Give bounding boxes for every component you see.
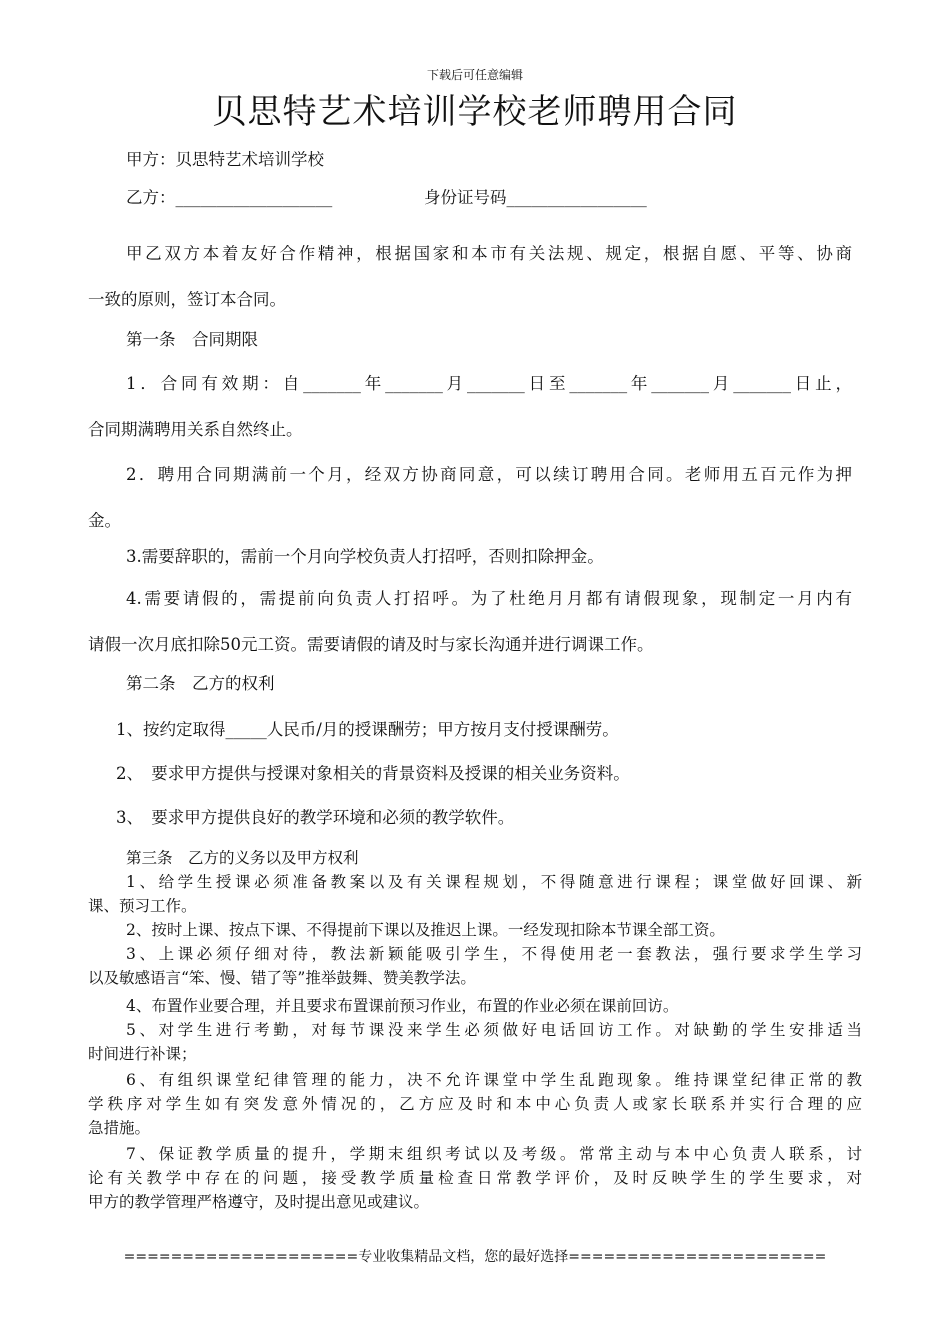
intro-line-1: 甲乙双方本着友好合作精神，根据国家和本市有关法规、规定，根据自愿、平等、协商 <box>126 244 852 263</box>
article3-line: 2、按时上课、按点下课、不得提前下课以及推迟上课。一经发现扣除本节课全部工资。 <box>126 921 725 939</box>
article2-item2: 2、 要求甲方提供与授课对象相关的背景资料及授课的相关业务资料。 <box>116 764 630 783</box>
article2-item1: 1、按约定取得_____人民币/月的授课酬劳；甲方按月支付授课酬劳。 <box>116 720 619 739</box>
article3-line: 论有关教学中存在的问题，接受教学质量检查日常教学评价，及时反映学生的学生要求，对 <box>88 1169 862 1187</box>
article3-line: 时间进行补课； <box>88 1045 197 1063</box>
article3-line: 4、布置作业要合理，并且要求布置课前预习作业，布置的作业必须在课前回访。 <box>126 997 679 1015</box>
article1-heading: 第一条 合同期限 <box>126 330 258 349</box>
article3-line: 3、上课必须仔细对待，教法新颖能吸引学生，不得使用老一套教法，强行要求学生学习 <box>126 945 862 963</box>
header-note: 下载后可任意编辑 <box>426 68 523 82</box>
article2-heading: 第二条 乙方的权利 <box>126 674 275 693</box>
id-number: 身份证号码_________________ <box>424 188 647 207</box>
article3-heading: 第三条 乙方的义务以及甲方权利 <box>126 849 359 867</box>
article3-line: 以及敏感语言“笨、慢、错了等”推举鼓舞、赞美教学法。 <box>88 969 476 987</box>
article3-line: 学秩序对学生如有突发意外情况的，乙方应及时和本中心负责人或家长联系并实行合理的应 <box>88 1095 862 1113</box>
article1-item4-line2: 请假一次月底扣除50元工资。需要请假的请及时与家长沟通并进行调课工作。 <box>88 635 654 654</box>
article3-line: 甲方的教学管理严格遵守，及时提出意见或建议。 <box>88 1193 430 1211</box>
article3-line: 急措施。 <box>88 1119 151 1137</box>
article3-line: 6、有组织课堂纪律管理的能力，决不允许课堂中学生乱跑现象。维持课堂纪律正常的教 <box>126 1071 862 1089</box>
footer-banner: ====================专业收集精品文档，您的最好选择====================== <box>123 1249 827 1265</box>
intro-line-2: 一致的原则，签订本合同。 <box>88 290 286 309</box>
article1-item3: 3.需要辞职的，需前一个月向学校负责人打招呼，否则扣除押金。 <box>126 547 604 566</box>
article3-line: 1、给学生授课必须准备教案以及有关课程规划，不得随意进行课程；课堂做好回课、新 <box>126 873 862 891</box>
article1-item1-line2: 合同期满聘用关系自然终止。 <box>88 420 303 439</box>
article3-line: 5、对学生进行考勤，对每节课没来学生必须做好电话回访工作。对缺勤的学生安排适当 <box>126 1021 862 1039</box>
party-a: 甲方：贝思特艺术培训学校 <box>126 150 324 169</box>
article1-item1-line1: 1．合同有效期：自_______年_______月_______日至_______年_______月_______日止， <box>126 374 852 393</box>
article2-item3: 3、 要求甲方提供良好的教学环境和必须的教学软件。 <box>116 808 515 827</box>
document-title: 贝思特艺术培训学校老师聘用合同 <box>212 92 738 132</box>
article1-item4-line1: 4.需要请假的，需提前向负责人打招呼。为了杜绝月月都有请假现象，现制定一月内有 <box>126 589 852 608</box>
article1-item2-line2: 金。 <box>88 511 121 530</box>
article3-line: 7、保证教学质量的提升，学期末组织考试以及考级。常常主动与本中心负责人联系，讨 <box>126 1145 862 1163</box>
article3-line: 课、预习工作。 <box>88 897 197 915</box>
party-b: 乙方：___________________ <box>126 188 333 207</box>
article1-item2-line1: 2．聘用合同期满前一个月，经双方协商同意，可以续订聘用合同。老师用五百元作为押 <box>126 465 852 484</box>
